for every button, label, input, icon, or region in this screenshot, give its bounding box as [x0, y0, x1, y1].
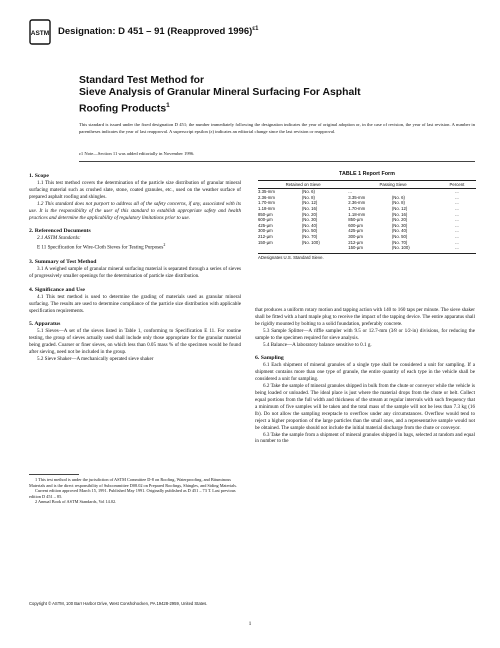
title-line-2: Sieve Analysis of Granular Mineral Surfacing For Asphalt: [79, 87, 361, 98]
table-cell-p2: (No. 30): [391, 222, 408, 228]
table-cell-p2: (No. 12): [391, 205, 408, 211]
para-2-1: 2.1 ASTM Standards:: [37, 235, 81, 242]
table-cell-r1: 150-µm: [258, 239, 273, 245]
section-1-heading: 1. Scope: [29, 173, 49, 179]
table-cell-p1: 1.18-mm: [348, 211, 366, 217]
para-6-3: 6.3 Take the sample from a shipment of mineral granules shipped in bags, selected at random and equal in number to the: [255, 431, 475, 445]
table-cell-pc: ...: [455, 217, 459, 223]
table-cell-r2: (No. 6): [301, 189, 315, 195]
table-cell-r1: 1.70-mm: [258, 200, 275, 206]
table-cell-pc: ...: [455, 239, 459, 245]
footnotes: [29, 477, 241, 505]
title-line-3: Roofing Products$^1$: [79, 101, 170, 114]
footnote-1: 1 This test method is under the jurisdiction of ASTM Committee D-8 on Roofing, Waterproofing, and Bituminous Materials and is the direct responsibility of Subcommittee D08.02 on Prepared Roofings, Shingles, and Siding Materials.: [29, 477, 238, 488]
table-cell-p1: 2.36-mm: [348, 200, 366, 206]
table-cell-p1: 212-µm: [348, 239, 363, 245]
copyright: Copyright © ASTM, 100 Barr Harbor Drive, West Conshohocken, PA 19428-2959, United States.: [29, 601, 208, 606]
col-percent: Percent: [438, 180, 476, 189]
table-cell-p2: (No. 16): [391, 211, 408, 217]
table-row: [258, 245, 476, 251]
left-column: [29, 173, 241, 363]
table-cell-p2: (No. 50): [391, 233, 408, 239]
table-cell-p1: ...: [348, 189, 352, 195]
table-cell-r1: 425-µm: [258, 222, 273, 228]
divider: [79, 161, 475, 162]
table-cell-r2: (No. 12): [301, 200, 318, 206]
table-cell-p2: (No. 8): [391, 200, 405, 206]
header: [28, 18, 258, 46]
table-cell-r2: (No. 40): [301, 222, 318, 228]
para-6-1: 6.1 Each shipment of mineral granules of a single type shall be considered a unit for sampling. If a shipment contains more than one type of granule, the entire quantity of each type in the vehicle shall be considered a unit for sampling.: [255, 362, 475, 383]
right-column: [255, 307, 475, 445]
table-cell-pc: ...: [455, 189, 459, 195]
table-cell-pc: ...: [455, 233, 459, 239]
designation: Designation: D 451 – 91 (Reapproved 1996)$^{\varepsilon 1}$: [58, 26, 259, 38]
section-4-heading: 4. Significance and Use: [29, 286, 85, 293]
col-passing: Passing Sieve: [348, 180, 438, 189]
table-cell-r2: (No. 70): [301, 233, 318, 239]
table-cell-pc: ...: [455, 228, 459, 234]
table-cell-r2: (No. 16): [301, 205, 318, 211]
table-cell-r1: [258, 245, 302, 251]
footnote-divider: [29, 474, 79, 475]
table-cell-pc: ...: [455, 205, 459, 211]
para-4-1: 4.1 This test method is used to determine the grading of materials used as granular mineral surfacing. The results are used to determine compliance of the particle size distribution with applicable specification requirements.: [29, 293, 241, 314]
table-cell-r2: (No. 20): [301, 211, 318, 217]
table-cell-r1: 300-µm: [258, 228, 273, 234]
para-5-2-cont: that produces a uniform rotary motion and tapping action with 140 to 160 taps per minute. The sieve shaker shall be fitted with a hard maple plug to receive the impact of the tapping device. The entire apparatus shall be rigidly mounted by bolting to a solid foundation, preferably concrete.: [255, 307, 475, 327]
table-cell-p2: (No. 40): [391, 228, 408, 234]
table-cell-r1: 2.36-mm: [258, 194, 275, 200]
section-6-heading: 6. Sampling: [255, 355, 284, 362]
para-5-1: 5.1 Sieves—A set of the sieves listed in Table 1, conforming to Specification E 11. For routine testing, the group of sieves actually used shall include only those appropriate for the granular material being graded. Coarser or finer sieves, on which less than 0.05 mass % of the specimen would be found after sieving, need not be included in the group.: [29, 328, 241, 356]
table-cell-pc: ...: [455, 245, 459, 251]
table-cell-r2: (No. 30): [301, 217, 318, 223]
section-3-heading: 3. Summary of Test Method: [29, 258, 97, 265]
page-number: 1: [248, 621, 252, 627]
para-5-4: 5.4 Balance—A laboratory balance sensitive to 0.1 g.: [263, 341, 372, 348]
report-form-table: [258, 172, 476, 260]
para-1-2: 1.2 This standard does not purport to address all of the safety concerns, if any, associated with its use. It is the responsibility of the user of this standard to establish appropriate safety and health practices and determine the applicability of regulatory limitations prior to use.: [29, 200, 241, 221]
table-cell-p2: (No. 100): [391, 245, 410, 251]
table-cell-pc: ...: [455, 211, 459, 217]
table-cell-p1: 150-µm: [348, 245, 363, 251]
svg-text:ASTM: ASTM: [30, 30, 50, 37]
table-cell-pc: ...: [455, 222, 459, 228]
section-5-heading: 5. Apparatus: [29, 321, 61, 328]
table-cell-p1: 1.70-mm: [348, 205, 366, 211]
table-cell-p2: (No. 6): [391, 194, 405, 200]
title-line-1: Standard Test Method for: [79, 75, 205, 86]
table-cell-r2: (No. 8): [301, 194, 315, 200]
table-cell-pc: ...: [455, 194, 459, 200]
para-1-1: 1.1 This test method covers the determination of the particle size distribution of granular mineral surfacing material such as crushed slate, stone, coated granules, etc., used on the weather surface of prepared asphalt roofing and shingles.: [29, 180, 241, 200]
astm-logo-icon: [28, 18, 52, 46]
editorial-note: ε1 Note—Section 11 was added editorially in November 1996.: [79, 151, 195, 156]
table-cell-p1: 3.35-mm: [348, 194, 366, 200]
footnote-1b: Current edition approved March 15, 1991. Published May 1991. Originally published as D 451 – 73 T. Last previous edition D 451 – 85.: [29, 488, 236, 499]
section-2-heading: 2. Referenced Documents: [29, 228, 91, 235]
table-cell-r1: 3.35-mm: [258, 189, 275, 195]
table-cell-p2: (No. 70): [391, 239, 408, 245]
table-cell-p1: 425-µm: [348, 228, 363, 234]
col-retained: Retained on Sieve: [258, 180, 348, 189]
para-5-2: 5.2 Sieve Shaker—A mechanically operated sieve shaker: [37, 356, 154, 363]
para-5-3: 5.3 Sample Splitter—A riffle sampler with 9.5 or 12.7-mm (3⁄8 or 1⁄2-in) divisions, for reducing the sample to the specimen required for sieve analysis.: [255, 327, 475, 341]
table-cell-p1: 850-µm: [348, 217, 363, 223]
table-title: TABLE 1 Report Form: [339, 171, 395, 177]
table-cell-r1: 600-µm: [258, 217, 273, 223]
para-6-2: 6.2 Take the sample of mineral granules shipped in bulk from the chute or conveyor while the vehicle is being loaded or unloaded. The ideal place is just where the material drops from the chute or belt. Collect equal portions from the full width and thickness of the stream at regular intervals with such frequency that a minimum of five samples will be taken and the total mass of the sample will not be less than 7.3 kg (16 lb). Do not allow the sampling receptacle to overflow under any circumstances. Overflow would tend to reject a higher proportion of the large particles than the small ones, and a representative sample would not be obtained. The sample should not include the initial material discharge from the chute or conveyor.: [255, 383, 475, 431]
table-cell-r2: (No. 50): [301, 228, 318, 234]
table-cell-p1: 600-µm: [348, 222, 363, 228]
table-cell-r2: (No. 100): [301, 239, 320, 245]
table-cell-r1: 1.18-mm: [258, 205, 275, 211]
table-cell-r1: 850-µm: [258, 211, 273, 217]
table-cell-r1: 212-µm: [258, 233, 273, 239]
para-3-1: 3.1 A weighed sample of granular mineral surfacing material is separated through a series of sieves of progressively smaller openings for the determination of particle size distribution.: [29, 265, 241, 279]
table-cell-p1: 300-µm: [348, 233, 363, 239]
table-footnote: ADesignates U.S. Standard Sieve.: [258, 253, 476, 261]
table-cell-r2: [302, 245, 348, 251]
issue-statement: This standard is issued under the fixed designation D 451; the number immediately following the designation indicates the year of original adoption or, in the case of revision, the year of last revision. A number in parentheses indicates the year of last reapproval. A superscript epsilon (ε) indicates an editorial change since the last revision or reapproval.: [79, 122, 475, 134]
ref-e11: E 11 Specification for Wire-Cloth Sieves for Testing Purposes$^2$: [37, 242, 166, 252]
table-cell-pc: ...: [455, 200, 459, 206]
table-cell-p2: (No. 20): [391, 217, 408, 223]
footnote-2: 2 Annual Book of ASTM Standards, Vol 14.02.: [35, 499, 117, 504]
title-block: [79, 75, 479, 115]
